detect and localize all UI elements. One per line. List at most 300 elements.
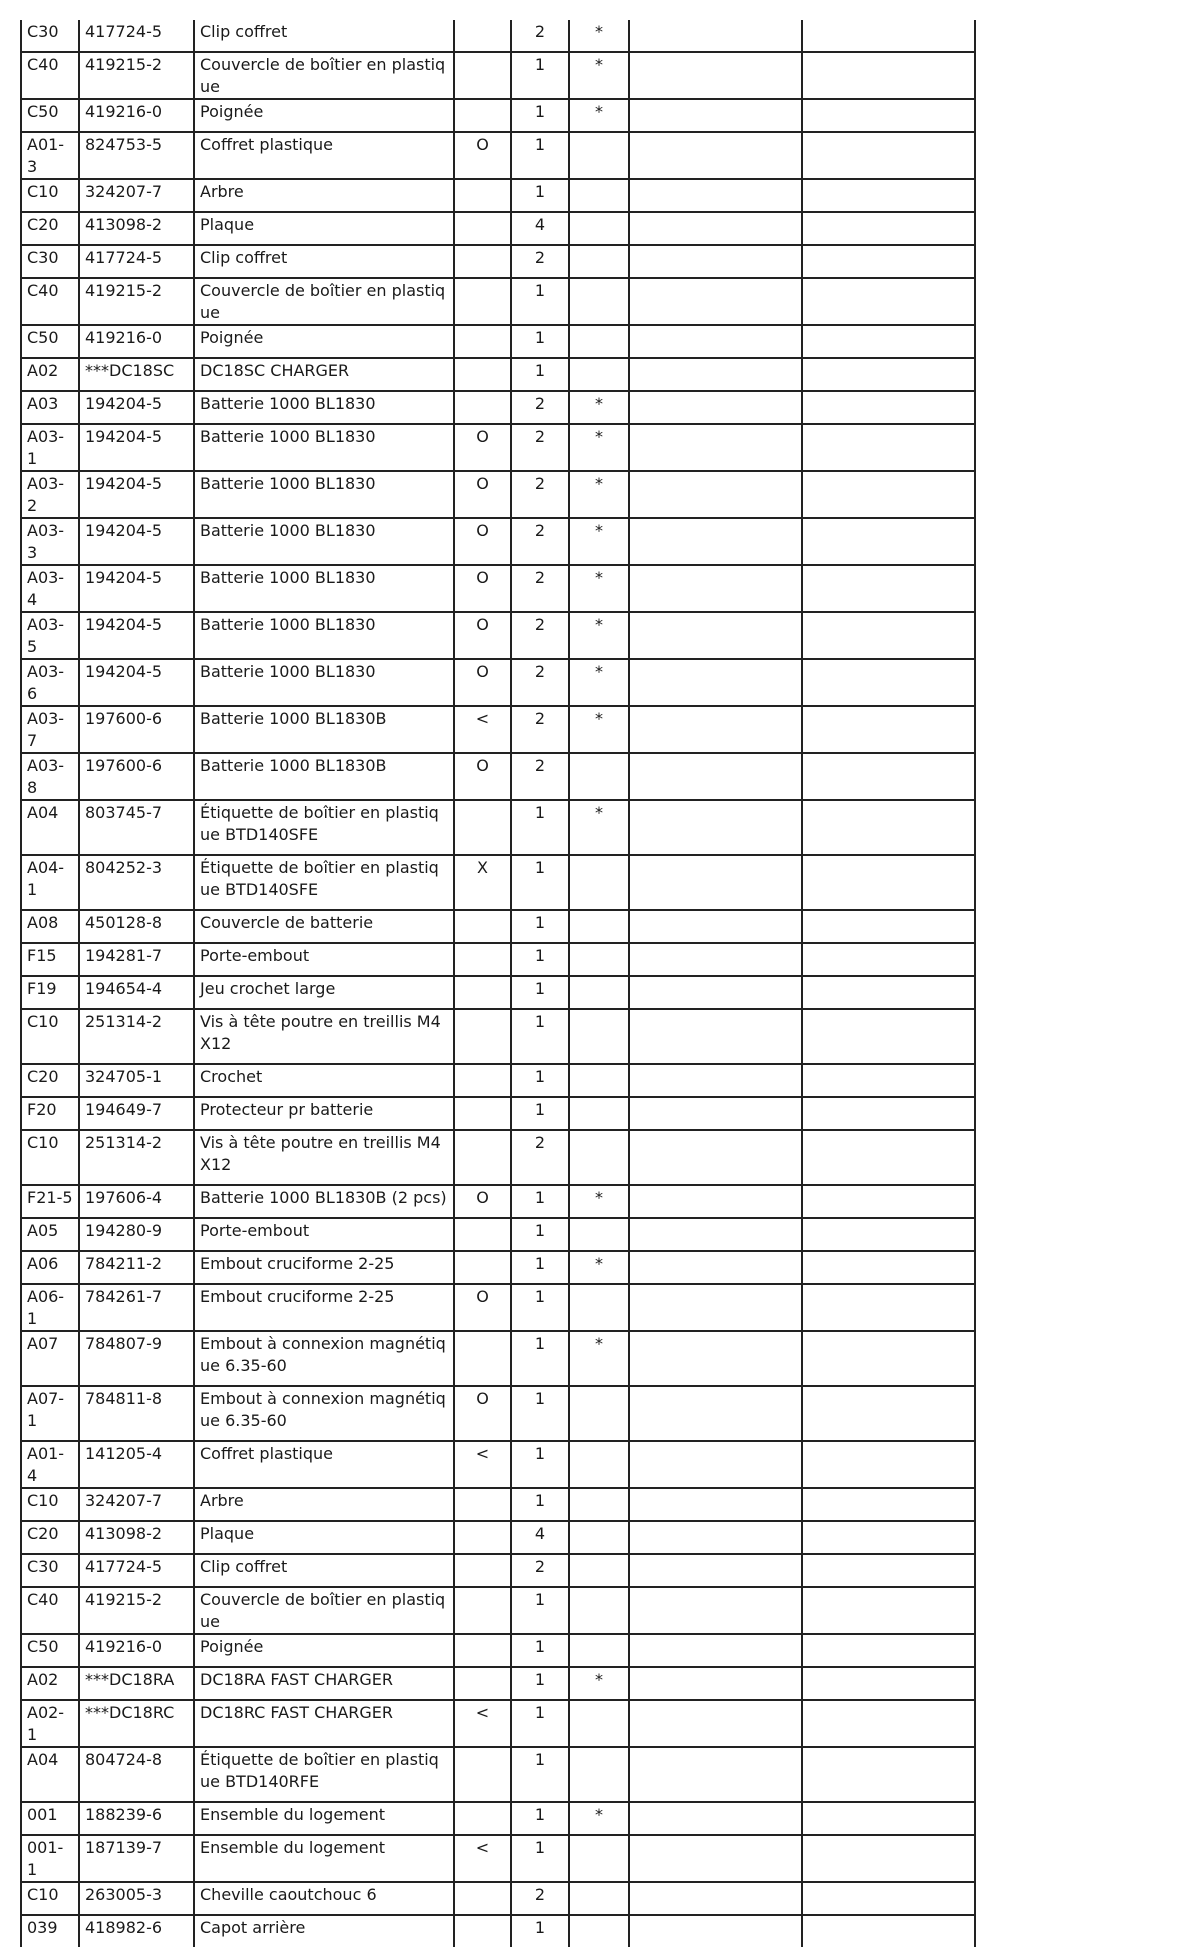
blank-cell-2 xyxy=(802,1634,975,1667)
mark-cell: * xyxy=(569,518,629,565)
quantity-cell: 2 xyxy=(511,471,569,518)
table-row xyxy=(21,1634,975,1667)
description-cell: Embout à connexion magnétique 6.35-60 xyxy=(194,1386,454,1441)
blank-cell-2 xyxy=(802,855,975,910)
mark-cell xyxy=(569,1097,629,1130)
blank-cell-2 xyxy=(802,1097,975,1130)
quantity-cell: 1 xyxy=(511,1667,569,1700)
quantity-cell: 2 xyxy=(511,612,569,659)
description-cell: Ensemble du logement xyxy=(194,1835,454,1882)
note-cell xyxy=(454,910,511,943)
parts-list-body xyxy=(21,20,975,1947)
part-number-cell: 194204-5 xyxy=(79,518,194,565)
quantity-cell: 2 xyxy=(511,20,569,52)
mark-cell xyxy=(569,1130,629,1185)
item-number-cell: A03-2 xyxy=(21,471,79,518)
mark-cell xyxy=(569,325,629,358)
quantity-cell: 1 xyxy=(511,1331,569,1386)
note-cell: O xyxy=(454,1386,511,1441)
mark-cell: * xyxy=(569,391,629,424)
table-row xyxy=(21,1587,975,1634)
item-number-cell: A04 xyxy=(21,800,79,855)
blank-cell-1 xyxy=(629,99,802,132)
mark-cell xyxy=(569,358,629,391)
table-row xyxy=(21,943,975,976)
part-number-cell: 417724-5 xyxy=(79,1554,194,1587)
blank-cell-2 xyxy=(802,1218,975,1251)
part-number-cell: 419215-2 xyxy=(79,1587,194,1634)
item-number-cell: C20 xyxy=(21,1521,79,1554)
blank-cell-1 xyxy=(629,1130,802,1185)
blank-cell-2 xyxy=(802,1521,975,1554)
blank-cell-1 xyxy=(629,1667,802,1700)
description-cell: Plaque xyxy=(194,1521,454,1554)
quantity-cell: 4 xyxy=(511,212,569,245)
mark-cell xyxy=(569,1521,629,1554)
note-cell xyxy=(454,1331,511,1386)
quantity-cell: 1 xyxy=(511,99,569,132)
part-number-cell: 784811-8 xyxy=(79,1386,194,1441)
blank-cell-1 xyxy=(629,391,802,424)
blank-cell-2 xyxy=(802,278,975,325)
item-number-cell: C10 xyxy=(21,1130,79,1185)
blank-cell-1 xyxy=(629,565,802,612)
blank-cell-1 xyxy=(629,212,802,245)
part-number-cell: 784261-7 xyxy=(79,1284,194,1331)
blank-cell-1 xyxy=(629,278,802,325)
description-cell: Étiquette de boîtier en plastique BTD140SFE xyxy=(194,800,454,855)
blank-cell-2 xyxy=(802,471,975,518)
note-cell xyxy=(454,99,511,132)
part-number-cell: 803745-7 xyxy=(79,800,194,855)
quantity-cell: 1 xyxy=(511,1441,569,1488)
mark-cell xyxy=(569,1915,629,1947)
mark-cell: * xyxy=(569,1185,629,1218)
table-row xyxy=(21,612,975,659)
part-number-cell: ***DC18RC xyxy=(79,1700,194,1747)
blank-cell-1 xyxy=(629,471,802,518)
quantity-cell: 1 xyxy=(511,976,569,1009)
blank-cell-1 xyxy=(629,1521,802,1554)
note-cell xyxy=(454,1667,511,1700)
mark-cell xyxy=(569,910,629,943)
blank-cell-2 xyxy=(802,706,975,753)
table-row xyxy=(21,325,975,358)
blank-cell-2 xyxy=(802,212,975,245)
mark-cell xyxy=(569,1587,629,1634)
quantity-cell: 1 xyxy=(511,1634,569,1667)
part-number-cell: 197606-4 xyxy=(79,1185,194,1218)
note-cell: < xyxy=(454,1835,511,1882)
note-cell xyxy=(454,179,511,212)
table-row xyxy=(21,1218,975,1251)
blank-cell-1 xyxy=(629,20,802,52)
table-row xyxy=(21,1882,975,1915)
blank-cell-1 xyxy=(629,910,802,943)
blank-cell-1 xyxy=(629,1097,802,1130)
note-cell: O xyxy=(454,612,511,659)
description-cell: Clip coffret xyxy=(194,20,454,52)
part-number-cell: 419216-0 xyxy=(79,1634,194,1667)
part-number-cell: 324207-7 xyxy=(79,179,194,212)
part-number-cell: 324207-7 xyxy=(79,1488,194,1521)
description-cell: Batterie 1000 BL1830 xyxy=(194,471,454,518)
note-cell xyxy=(454,1251,511,1284)
part-number-cell: 804252-3 xyxy=(79,855,194,910)
table-row xyxy=(21,518,975,565)
quantity-cell: 1 xyxy=(511,1915,569,1947)
quantity-cell: 1 xyxy=(511,1064,569,1097)
blank-cell-2 xyxy=(802,1835,975,1882)
table-row xyxy=(21,659,975,706)
description-cell: DC18RA FAST CHARGER xyxy=(194,1667,454,1700)
description-cell: Couvercle de batterie xyxy=(194,910,454,943)
part-number-cell: 194649-7 xyxy=(79,1097,194,1130)
blank-cell-2 xyxy=(802,1915,975,1947)
blank-cell-1 xyxy=(629,245,802,278)
blank-cell-1 xyxy=(629,1331,802,1386)
note-cell xyxy=(454,1634,511,1667)
note-cell xyxy=(454,1488,511,1521)
description-cell: Plaque xyxy=(194,212,454,245)
item-number-cell: C30 xyxy=(21,245,79,278)
item-number-cell: A03-4 xyxy=(21,565,79,612)
part-number-cell: 419216-0 xyxy=(79,325,194,358)
item-number-cell: C20 xyxy=(21,212,79,245)
item-number-cell: C10 xyxy=(21,179,79,212)
note-cell: O xyxy=(454,424,511,471)
blank-cell-1 xyxy=(629,1441,802,1488)
description-cell: Clip coffret xyxy=(194,1554,454,1587)
note-cell xyxy=(454,1802,511,1835)
quantity-cell: 1 xyxy=(511,358,569,391)
table-row xyxy=(21,706,975,753)
part-number-cell: 194204-5 xyxy=(79,659,194,706)
item-number-cell: A01-4 xyxy=(21,1441,79,1488)
blank-cell-2 xyxy=(802,1386,975,1441)
table-row xyxy=(21,52,975,99)
quantity-cell: 1 xyxy=(511,1802,569,1835)
description-cell: Batterie 1000 BL1830 xyxy=(194,659,454,706)
note-cell xyxy=(454,800,511,855)
blank-cell-2 xyxy=(802,1251,975,1284)
mark-cell xyxy=(569,1700,629,1747)
blank-cell-1 xyxy=(629,1185,802,1218)
quantity-cell: 1 xyxy=(511,943,569,976)
description-cell: Embout à connexion magnétique 6.35-60 xyxy=(194,1331,454,1386)
part-number-cell: 194204-5 xyxy=(79,565,194,612)
blank-cell-2 xyxy=(802,1488,975,1521)
item-number-cell: A06-1 xyxy=(21,1284,79,1331)
blank-cell-1 xyxy=(629,1802,802,1835)
mark-cell xyxy=(569,1064,629,1097)
item-number-cell: C50 xyxy=(21,99,79,132)
item-number-cell: A08 xyxy=(21,910,79,943)
description-cell: Embout cruciforme 2-25 xyxy=(194,1284,454,1331)
blank-cell-1 xyxy=(629,179,802,212)
part-number-cell: 324705-1 xyxy=(79,1064,194,1097)
description-cell: Batterie 1000 BL1830B (2 pcs) xyxy=(194,1185,454,1218)
part-number-cell: 784211-2 xyxy=(79,1251,194,1284)
table-row xyxy=(21,212,975,245)
mark-cell xyxy=(569,1882,629,1915)
description-cell: Poignée xyxy=(194,1634,454,1667)
blank-cell-1 xyxy=(629,800,802,855)
quantity-cell: 1 xyxy=(511,1700,569,1747)
table-row xyxy=(21,278,975,325)
table-row xyxy=(21,1700,975,1747)
part-number-cell: 194204-5 xyxy=(79,391,194,424)
part-number-cell: 450128-8 xyxy=(79,910,194,943)
blank-cell-2 xyxy=(802,391,975,424)
blank-cell-2 xyxy=(802,1802,975,1835)
description-cell: Batterie 1000 BL1830 xyxy=(194,518,454,565)
part-number-cell: 419216-0 xyxy=(79,99,194,132)
mark-cell: * xyxy=(569,659,629,706)
quantity-cell: 1 xyxy=(511,1284,569,1331)
table-row xyxy=(21,179,975,212)
blank-cell-1 xyxy=(629,1218,802,1251)
quantity-cell: 1 xyxy=(511,1218,569,1251)
table-row xyxy=(21,1521,975,1554)
quantity-cell: 1 xyxy=(511,800,569,855)
blank-cell-1 xyxy=(629,659,802,706)
note-cell: O xyxy=(454,1284,511,1331)
quantity-cell: 1 xyxy=(511,910,569,943)
part-number-cell: 824753-5 xyxy=(79,132,194,179)
description-cell: Jeu crochet large xyxy=(194,976,454,1009)
description-cell: Batterie 1000 BL1830 xyxy=(194,612,454,659)
note-cell xyxy=(454,1587,511,1634)
note-cell xyxy=(454,358,511,391)
blank-cell-2 xyxy=(802,99,975,132)
part-number-cell: 188239-6 xyxy=(79,1802,194,1835)
blank-cell-1 xyxy=(629,1064,802,1097)
description-cell: Batterie 1000 BL1830 xyxy=(194,424,454,471)
description-cell: Ensemble du logement xyxy=(194,1802,454,1835)
note-cell: O xyxy=(454,659,511,706)
blank-cell-2 xyxy=(802,800,975,855)
quantity-cell: 1 xyxy=(511,855,569,910)
quantity-cell: 1 xyxy=(511,1097,569,1130)
table-row xyxy=(21,1009,975,1064)
description-cell: Batterie 1000 BL1830B xyxy=(194,753,454,800)
table-row xyxy=(21,800,975,855)
blank-cell-1 xyxy=(629,518,802,565)
mark-cell: * xyxy=(569,1667,629,1700)
description-cell: Coffret plastique xyxy=(194,132,454,179)
table-row xyxy=(21,1667,975,1700)
item-number-cell: C30 xyxy=(21,1554,79,1587)
mark-cell: * xyxy=(569,1331,629,1386)
mark-cell xyxy=(569,1835,629,1882)
item-number-cell: C30 xyxy=(21,20,79,52)
blank-cell-2 xyxy=(802,1587,975,1634)
note-cell: < xyxy=(454,1700,511,1747)
quantity-cell: 1 xyxy=(511,52,569,99)
table-row xyxy=(21,565,975,612)
quantity-cell: 2 xyxy=(511,659,569,706)
mark-cell xyxy=(569,943,629,976)
note-cell xyxy=(454,1218,511,1251)
quantity-cell: 2 xyxy=(511,1554,569,1587)
item-number-cell: A03-8 xyxy=(21,753,79,800)
blank-cell-2 xyxy=(802,424,975,471)
table-row xyxy=(21,471,975,518)
item-number-cell: C10 xyxy=(21,1882,79,1915)
blank-cell-2 xyxy=(802,1331,975,1386)
note-cell xyxy=(454,1882,511,1915)
item-number-cell: A04-1 xyxy=(21,855,79,910)
item-number-cell: F15 xyxy=(21,943,79,976)
blank-cell-1 xyxy=(629,753,802,800)
quantity-cell: 2 xyxy=(511,424,569,471)
table-row xyxy=(21,1097,975,1130)
blank-cell-2 xyxy=(802,179,975,212)
note-cell: O xyxy=(454,565,511,612)
part-number-cell: 417724-5 xyxy=(79,20,194,52)
quantity-cell: 2 xyxy=(511,753,569,800)
mark-cell xyxy=(569,245,629,278)
note-cell: < xyxy=(454,1441,511,1488)
table-row xyxy=(21,1251,975,1284)
quantity-cell: 1 xyxy=(511,1009,569,1064)
mark-cell xyxy=(569,1441,629,1488)
item-number-cell: A02 xyxy=(21,358,79,391)
blank-cell-1 xyxy=(629,1386,802,1441)
part-number-cell: 413098-2 xyxy=(79,212,194,245)
blank-cell-1 xyxy=(629,325,802,358)
description-cell: Batterie 1000 BL1830 xyxy=(194,391,454,424)
quantity-cell: 1 xyxy=(511,179,569,212)
part-number-cell: 194280-9 xyxy=(79,1218,194,1251)
part-number-cell: 194654-4 xyxy=(79,976,194,1009)
description-cell: Poignée xyxy=(194,99,454,132)
part-number-cell: ***DC18SC xyxy=(79,358,194,391)
mark-cell: * xyxy=(569,565,629,612)
part-number-cell: 251314-2 xyxy=(79,1130,194,1185)
quantity-cell: 2 xyxy=(511,245,569,278)
mark-cell xyxy=(569,753,629,800)
note-cell: O xyxy=(454,518,511,565)
part-number-cell: 804724-8 xyxy=(79,1747,194,1802)
mark-cell xyxy=(569,1488,629,1521)
item-number-cell: A03-3 xyxy=(21,518,79,565)
item-number-cell: C40 xyxy=(21,52,79,99)
description-cell: Arbre xyxy=(194,1488,454,1521)
note-cell xyxy=(454,52,511,99)
part-number-cell: 194204-5 xyxy=(79,424,194,471)
blank-cell-2 xyxy=(802,1284,975,1331)
table-row xyxy=(21,245,975,278)
blank-cell-2 xyxy=(802,910,975,943)
mark-cell: * xyxy=(569,52,629,99)
blank-cell-2 xyxy=(802,1554,975,1587)
mark-cell xyxy=(569,1284,629,1331)
mark-cell: * xyxy=(569,471,629,518)
table-row xyxy=(21,1747,975,1802)
description-cell: Étiquette de boîtier en plastique BTD140RFE xyxy=(194,1747,454,1802)
table-row xyxy=(21,976,975,1009)
table-row xyxy=(21,132,975,179)
note-cell xyxy=(454,1915,511,1947)
part-number-cell: 251314-2 xyxy=(79,1009,194,1064)
blank-cell-2 xyxy=(802,753,975,800)
table-row xyxy=(21,1331,975,1386)
mark-cell: * xyxy=(569,1802,629,1835)
part-number-cell: 141205-4 xyxy=(79,1441,194,1488)
mark-cell: * xyxy=(569,99,629,132)
note-cell xyxy=(454,245,511,278)
note-cell xyxy=(454,20,511,52)
mark-cell: * xyxy=(569,424,629,471)
item-number-cell: C10 xyxy=(21,1488,79,1521)
quantity-cell: 2 xyxy=(511,1882,569,1915)
quantity-cell: 1 xyxy=(511,1488,569,1521)
item-number-cell: F19 xyxy=(21,976,79,1009)
description-cell: Couvercle de boîtier en plastique xyxy=(194,278,454,325)
mark-cell xyxy=(569,1634,629,1667)
item-number-cell: F21-5 xyxy=(21,1185,79,1218)
blank-cell-2 xyxy=(802,245,975,278)
item-number-cell: C40 xyxy=(21,1587,79,1634)
mark-cell xyxy=(569,132,629,179)
part-number-cell: 194204-5 xyxy=(79,471,194,518)
note-cell xyxy=(454,212,511,245)
quantity-cell: 4 xyxy=(511,1521,569,1554)
blank-cell-2 xyxy=(802,1130,975,1185)
item-number-cell: A04 xyxy=(21,1747,79,1802)
item-number-cell: C20 xyxy=(21,1064,79,1097)
note-cell: O xyxy=(454,132,511,179)
blank-cell-2 xyxy=(802,52,975,99)
table-row xyxy=(21,753,975,800)
mark-cell xyxy=(569,855,629,910)
note-cell xyxy=(454,1747,511,1802)
item-number-cell: A02 xyxy=(21,1667,79,1700)
table-row xyxy=(21,1554,975,1587)
table-row xyxy=(21,424,975,471)
blank-cell-2 xyxy=(802,1064,975,1097)
description-cell: DC18SC CHARGER xyxy=(194,358,454,391)
mark-cell: * xyxy=(569,800,629,855)
blank-cell-2 xyxy=(802,1667,975,1700)
blank-cell-2 xyxy=(802,1009,975,1064)
description-cell: Vis à tête poutre en treillis M4X12 xyxy=(194,1130,454,1185)
note-cell xyxy=(454,976,511,1009)
quantity-cell: 1 xyxy=(511,278,569,325)
part-number-cell: 187139-7 xyxy=(79,1835,194,1882)
blank-cell-1 xyxy=(629,1700,802,1747)
note-cell: O xyxy=(454,753,511,800)
note-cell xyxy=(454,278,511,325)
blank-cell-1 xyxy=(629,1251,802,1284)
item-number-cell: A07-1 xyxy=(21,1386,79,1441)
blank-cell-1 xyxy=(629,976,802,1009)
note-cell xyxy=(454,1521,511,1554)
mark-cell xyxy=(569,179,629,212)
table-row xyxy=(21,1835,975,1882)
description-cell: Poignée xyxy=(194,325,454,358)
table-row xyxy=(21,358,975,391)
quantity-cell: 2 xyxy=(511,391,569,424)
mark-cell: * xyxy=(569,706,629,753)
part-number-cell: 417724-5 xyxy=(79,245,194,278)
table-row xyxy=(21,1915,975,1947)
parts-list-table xyxy=(20,20,976,1947)
description-cell: Capot arrière xyxy=(194,1915,454,1947)
mark-cell xyxy=(569,212,629,245)
